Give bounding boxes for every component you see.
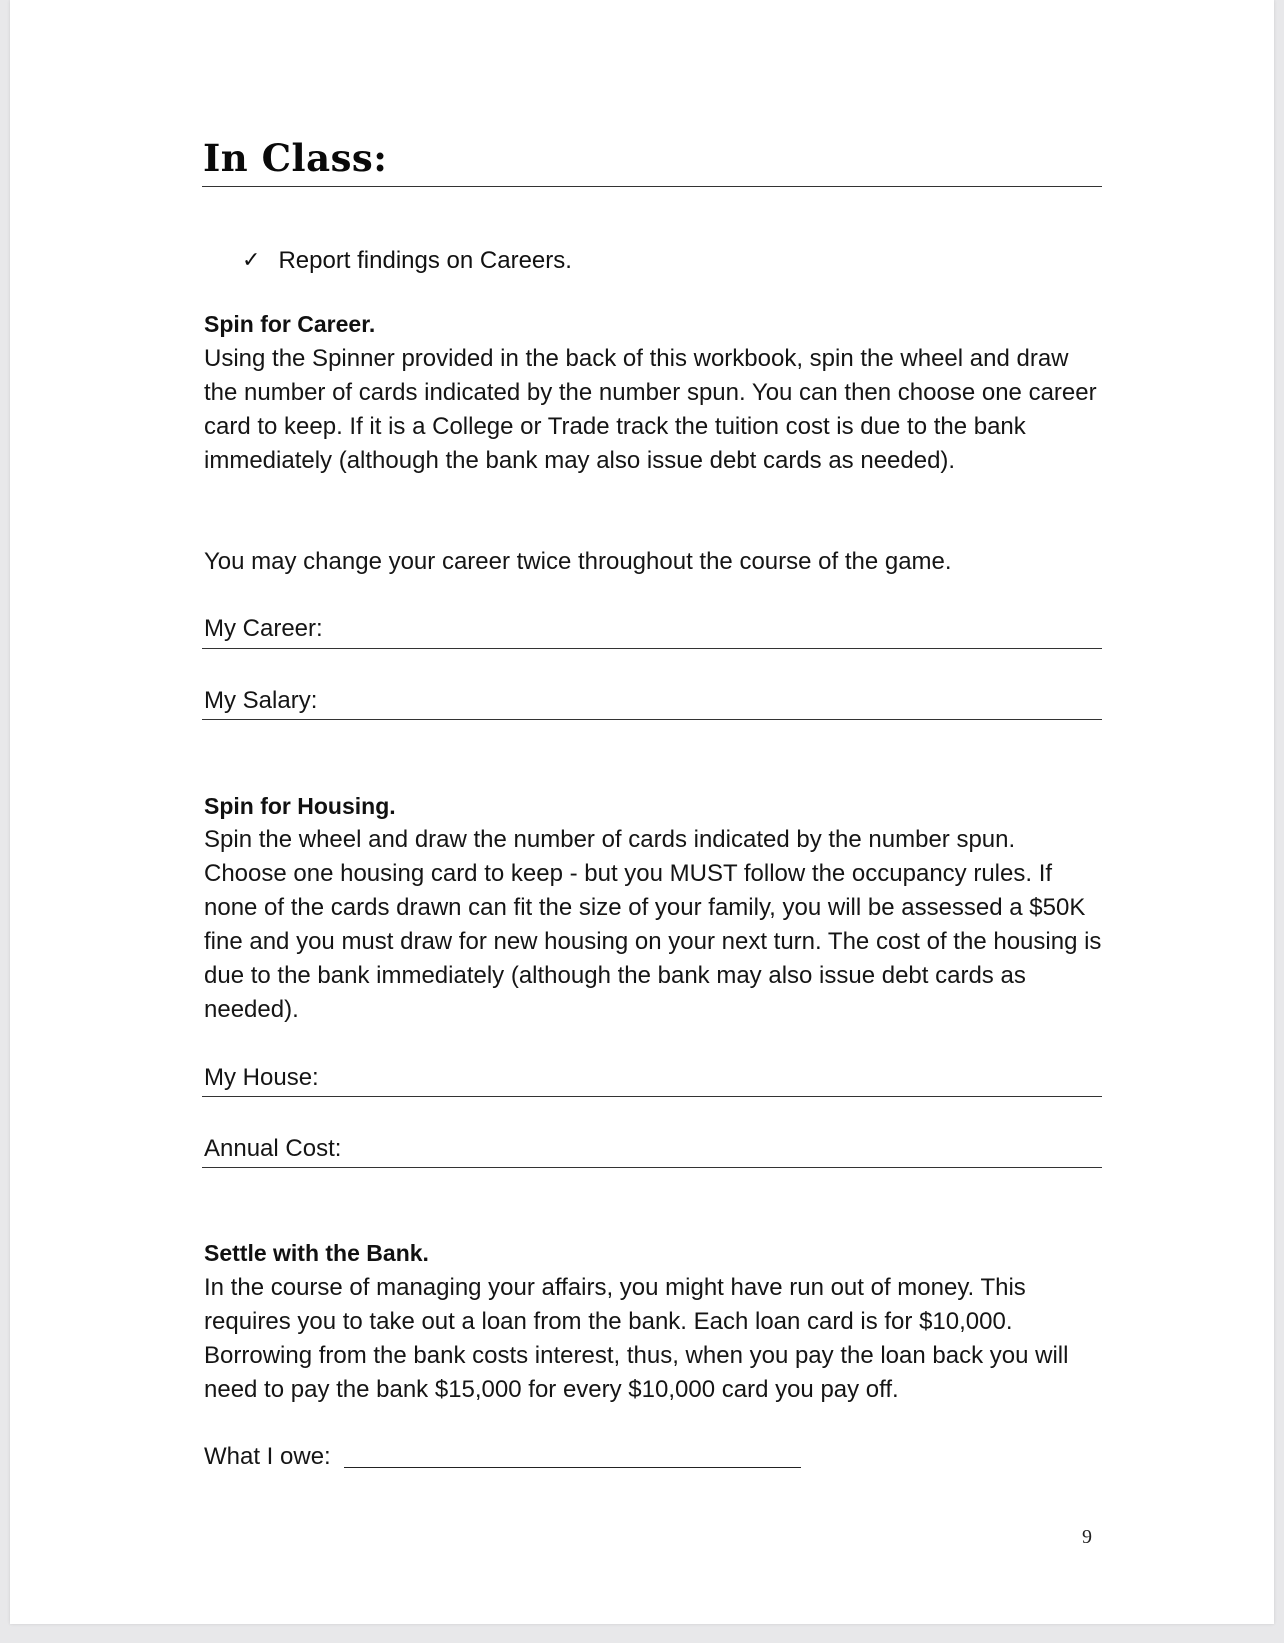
heading-rule [202, 186, 1102, 187]
page-heading: In Class: [203, 136, 388, 180]
my-salary-label: My Salary: [204, 687, 318, 714]
my-career-label: My Career: [204, 615, 323, 642]
bank-instructions: In the course of managing your affairs, you might have run out of money. This requires you to take out a loan from the bank. Each loan card is for $10,000. Borrowing from the bank costs interest, thus, when you pay the loan back you will need to pay the bank $15,000 for every $10,000 card you pay off. [204, 1274, 1069, 1403]
housing-instructions: Spin the wheel and draw the number of cards indicated by the number spun. Choose one housing card to keep - but you MUST follow the occupancy rules. If none of the cards drawn can fit the size of your family, you will be assessed a $50K fine and you must draw for new housing on your next turn. The cost of the housing is due to the bank immediately (although the bank may also issue debt cards as needed). [204, 826, 1102, 1023]
checkmark-icon: ✓ [242, 248, 261, 273]
bank-section-title: Settle with the Bank. [204, 1240, 429, 1266]
career-section-title: Spin for Career. [204, 311, 376, 337]
annual-cost-label: Annual Cost: [204, 1135, 342, 1162]
workbook-page [10, 0, 1274, 1624]
career-change-note: You may change your career twice throughout the course of the game. [204, 548, 952, 575]
checklist-item-label: Report findings on Careers. [278, 247, 572, 274]
what-i-owe-line[interactable] [344, 1467, 801, 1468]
my-house-line[interactable] [202, 1096, 1102, 1097]
housing-section-title: Spin for Housing. [204, 793, 396, 819]
my-career-line[interactable] [202, 648, 1102, 649]
page-number: 9 [1082, 1526, 1092, 1548]
my-salary-line[interactable] [202, 719, 1102, 720]
what-i-owe-label: What I owe: [204, 1443, 331, 1470]
career-instructions: Using the Spinner provided in the back of this workbook, spin the wheel and draw the number of cards indicated by the number spun. You can then choose one career card to keep. If it is a College or Trade track the tuition cost is due to the bank immediately (although the bank may also issue debt cards as needed). [204, 345, 1097, 474]
checklist-item [242, 245, 572, 277]
my-house-label: My House: [204, 1064, 319, 1091]
annual-cost-line[interactable] [202, 1167, 1102, 1168]
